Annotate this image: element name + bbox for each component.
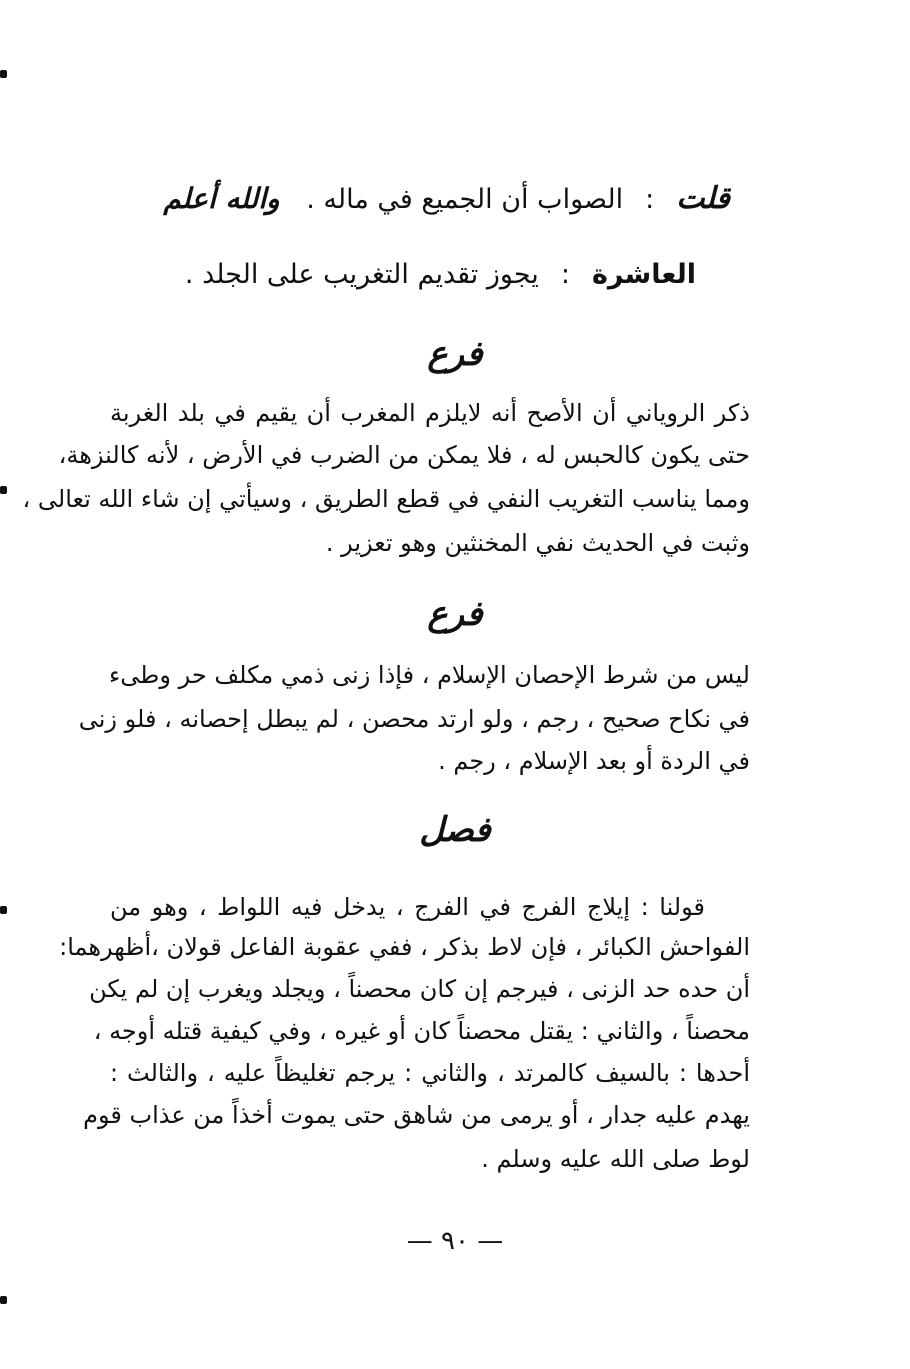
paragraph-line: أحدها : بالسيف كالمرتد ، والثاني : يرجم تغليظاً عليه ، والثالث : [110, 1059, 750, 1087]
margin-ink-mark [0, 70, 7, 78]
paragraph-line: أن حده حد الزنى ، فيرجم إن كان محصناً ، ويجلد ويغرب إن لم يكن [89, 975, 750, 1003]
section-heading: فصل [419, 810, 491, 850]
header-lead: قلت [676, 181, 730, 216]
page-number: — ٩٠ — [406, 1226, 504, 1256]
paragraph-line: في الردة أو بعد الإسلام ، رجم . [438, 747, 750, 775]
header-statement [163, 180, 730, 219]
header-colon: : [645, 184, 655, 215]
header-text: الصواب أن الجميع في ماله . [306, 184, 624, 215]
paragraph-line: لوط صلى الله عليه وسلم . [481, 1145, 750, 1173]
paragraph-line: يهدم عليه جدار ، أو يرمى من شاهق حتى يموت أخذاً من عذاب قوم [83, 1101, 750, 1129]
tenth-colon: : [560, 259, 570, 290]
paragraph-line: قولنا : إيلاج الفرج في الفرج ، يدخل فيه اللواط ، وهو من [110, 893, 705, 921]
paragraph-line: ليس من شرط الإحصان الإسلام ، فإذا زنى ذمي مكلف حر وطىء [109, 661, 750, 689]
paragraph-line: حتى يكون كالحبس له ، فلا يمكن من الضرب في الأرض ، لأنه كالنزهة، [58, 441, 750, 469]
paragraph-line: ومما يناسب التغريب النفي في قطع الطريق ، وسيأتي إن شاء الله تعالى ، [22, 485, 750, 513]
section-heading: فرع [427, 594, 483, 634]
paragraph-line: في نكاح صحيح ، رجم ، ولو ارتد محصن ، لم يبطل إحصانه ، فلو زنى [78, 705, 750, 733]
section-heading: فرع [427, 334, 483, 374]
paragraph-line: محصناً ، والثاني : يقتل محصناً كان أو غيره ، وفي كيفية قتله أوجه ، [93, 1017, 750, 1045]
header-closing: والله أعلم [163, 182, 280, 215]
paragraph-line: وثبت في الحديث نفي المخنثين وهو تعزير . [325, 529, 750, 557]
tenth-lead: العاشرة [591, 259, 696, 290]
paragraph-line: الفواحش الكبائر ، فإن لاط بذكر ، ففي عقوبة الفاعل قولان ،أظهرهما: [59, 933, 750, 961]
margin-ink-mark [0, 1296, 7, 1304]
paragraph-line: ذكر الروياني أن الأصح أنه لايلزم المغرب أن يقيم في بلد الغربة [110, 399, 750, 427]
tenth-statement [185, 256, 696, 294]
margin-ink-mark [0, 906, 7, 914]
tenth-text: يجوز تقديم التغريب على الجلد . [184, 259, 539, 290]
margin-ink-mark [0, 486, 7, 494]
